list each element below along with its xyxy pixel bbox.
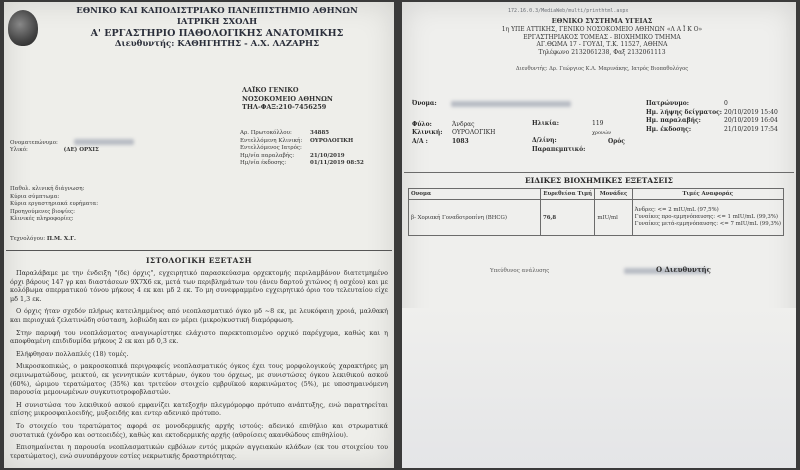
reference-range: Άνδρες: <= 2 mIU/mL (97,5%): [634, 207, 719, 213]
admission-key: Αρ. Πρωτοκόλλου:: [240, 130, 292, 136]
serum-label-box: [608, 114, 625, 147]
serum-label: Ορός: [608, 138, 625, 145]
report-paragraph: Μικροσκοπικώς, ο μακροσκοπικά περιγραφείς νεοπλασματικός όγκος έχει τους μορφολογικούς χαρακτήρες μη σεμινωματώδους, μεικτού, εκ γεννητικών κυττάρων, όγκου του όρχεως, με συνιστώσες όγκου λεκιθικού ασκού (60%), ώριμου τερατώματος (35%) και τριτεύον στοιχείο εμβρυϊκού καρκινώματος (5%), με υποσημαινόμενη παρουσία μεμονωμένων συγκυτιοτροφοβλαστών.: [10, 362, 388, 397]
results-table: [408, 188, 784, 236]
report-paragraph: Παραλάβαμε με την ένδειξη "(δε) όρχις", εγχειρητικό παρασκεύασμα ορχεκτομής περιλαμβάνον διατετμημένο όρχι βάρους 147 γρ και διαστάσεων 9Χ7Χ6 εκ, μετά των περιβλημάτων του (άνευ δαρτού χιτώνος ή οσχέου) και με κολόβωμα σπερματικού τόνου μήκους 4 εκ και μδ 2 εκ. Το μη συνεφραμμένο εγχειρητικό όριο του τελευταίου είχε μδ 1,3 εκ.: [10, 269, 388, 303]
patronym-value: 0: [724, 100, 728, 107]
clinic-value: ΟΥΡΟΛΟΓΙΚΗ: [452, 129, 496, 137]
report-paragraph: Στην παρυφή του νεοπλάσματος αναγνωρίστηκε ελάχιστο παρεκτοπισμένο ορχικό παρέγχυμα, καθώς και η αποφθαμένη επιδιδυμίδα μήκους 2 εκ και μδ 0,3 εκ.: [10, 328, 388, 346]
aa-value: 1083: [452, 137, 469, 145]
clinical-value: Π.Μ. Χ.Γ.: [46, 235, 76, 242]
test-value: 76,8: [541, 200, 595, 236]
patient-info: [10, 139, 210, 155]
reference-range: Γυναίκες μετά-εμμηνόπαυσης: <= 7 mIU/mL (99,3%): [634, 221, 781, 227]
header-line: ΕΡΓΑΣΤΗΡΙΑΚΟΣ ΤΟΜΕΑΣ - ΒΙΟΧΗΜΙΚΟ ΤΜΗΜΑ: [523, 33, 681, 41]
col-header: Τιμές Αναφοράς: [632, 189, 783, 200]
report-paragraph: Η συνιστώσα του λεκιθικού ασκού εμφανίζει κατεξοχήν πλεγμόμορφο πρότυπο ανάπτυξης, ενώ παρατηρείται επίσης μικροσφαιλοειδής, μυξοειδής και εντερ αδενικό πρότυπο.: [10, 400, 388, 418]
sex-label: Φύλο:: [412, 120, 432, 128]
aa-label: Α/Α :: [412, 137, 428, 145]
test-name: β- Χοριακή Γοναδοτροπίνη (BHCG): [409, 200, 541, 236]
clinical-key: Κύρια σύμπτωμα:: [10, 193, 60, 200]
reference-ranges: [632, 200, 783, 236]
admission-key: Εντελλόμενη Κλινική:: [240, 137, 303, 144]
received-date-value: 20/10/2019 16:04: [724, 117, 778, 125]
admission-row: [240, 130, 390, 138]
reference-range: Γυναίκες προ-εμμηνόπαυσης: <= 1 mIU/mL (99,3%): [634, 214, 779, 220]
hospital-block: [242, 86, 392, 112]
pathology-report: [4, 2, 394, 468]
age-label: Ηλικία:: [532, 120, 560, 127]
header-line: ΑΓ.ΘΩΜΑ 17 - ΓΟΥΔΙ, Τ.Κ. 11527, ΑΘΗΝΑ: [536, 41, 668, 49]
header-line: ΕΘΝΙΚΟ ΚΑΙ ΚΑΠΟΔΙΣΤΡΙΑΚΟ ΠΑΝΕΠΙΣΤΗΜΙΟ ΑΘΗΝΩΝ: [76, 6, 358, 16]
report-paragraph: Ο όρχις ήταν σχεδόν πλήρως κατειλημμένος από νεοπλασματικό όγκο μδ ~8 εκ, με λευκόφαιη χροιά, μαλθακή και περιοχικά ζελατινώδη σύσταση, λοβιώδη και εν μέρει (μικρο)κυστική διαμόρφωση.: [10, 307, 388, 324]
clinical-key: Κλινικές πληροφορίες:: [10, 216, 74, 223]
age-value: 119: [592, 120, 604, 127]
admission-value: 01/11/2019 08:52: [310, 160, 364, 167]
patronym-label: Πατρώνυμο:: [646, 100, 689, 107]
admission-value: 34885: [310, 130, 330, 136]
header-line: ΙΑΤΡΙΚΗ ΣΧΟΛΗ: [176, 17, 258, 27]
col-header: Ονομα: [409, 189, 541, 200]
issue-date-value: 21/10/2019 17:54: [724, 125, 778, 133]
organ-value: (ΔΕ) ΟΡΧΙΣ: [63, 147, 99, 154]
redacted-name: [451, 101, 571, 107]
biochemistry-report: [402, 2, 796, 468]
admission-key: Ημ/νία παραλαβής:: [240, 152, 295, 159]
col-header: Ευρεθείσα Τιμή: [541, 189, 595, 200]
divider: [404, 172, 794, 173]
divider: [6, 250, 392, 251]
responsible-label: Υπεύθυνος ανάλυσης: [490, 268, 550, 274]
hospital-line: ΛΑΪΚΟ ΓΕΝΙΚΟ: [242, 86, 299, 94]
header-line: Τηλέφωνο 2132061238, Φαξ 2132061113: [538, 49, 666, 57]
page-url: 172.16.0.3/MediaWeb/multi/printhtml.aspx: [508, 8, 629, 14]
received-date-label: Ημ. παραλαβής:: [646, 117, 701, 125]
header-line: ΕΘΝΙΚΟ ΣΥΣΤΗΜΑ ΥΓΕΙΑΣ: [551, 17, 653, 25]
header-line: 1η ΥΠΕ ΑΤΤΙΚΗΣ, ΓΕΝΙΚΟ ΝΟΣΟΚΟΜΕΙΟ ΑΘΗΝΩΝ «Λ Α Ϊ Κ Ο»: [501, 25, 703, 33]
university-crest-icon: [8, 10, 38, 46]
report-paragraph: Επισημαίνεται η παρουσία νεοπλασματικών εμβόλων εντός μικρών αγγειακών κλάδων (εκ του στοιχείου του τερατώματος), ενώ συνυπάρχουν εστίες νεκρωτικής δραστηριότητας.: [10, 443, 388, 460]
clinical-info: [10, 186, 230, 244]
admission-key: Ημ/νία έκδοσης:: [240, 160, 287, 167]
section-title: ΕΙΔΙΚΕΣ ΒΙΟΧΗΜΙΚΕΣ ΕΞΕΤΑΣΕΙΣ: [525, 176, 673, 185]
report-paragraph: Ελήφθησαν πολλαπλές (18) τομές.: [16, 349, 129, 358]
col-header: Μονάδες: [595, 189, 632, 200]
test-unit: mIU/ml: [595, 200, 632, 236]
redacted-name: [74, 139, 134, 145]
patient-col-right: [646, 100, 794, 134]
table-header-row: [409, 189, 784, 200]
sample-date-value: 20/10/2019 15:40: [724, 108, 778, 116]
table-row: [409, 200, 784, 236]
clinical-key: Προηγούμενες βιοψίες:: [10, 208, 75, 215]
report-paragraph: Το στοιχείο του τερατώματος αφορά σε μονοδερμικής αρχής ιστούς: αδενικό επιθήλιο και στρωματικά συστατικά (χόνδρο και οστεοειδές), καθώς και εκτοδερμικής αρχής (αθροίσεις ακανθώδους επιθηλίου).: [10, 421, 388, 439]
age-unit: χρονών: [592, 129, 612, 136]
admission-info: [240, 130, 390, 168]
name-label: Όνομα:: [412, 100, 437, 107]
clinical-key: Παθολ. κλινική διάγνωση:: [10, 186, 85, 192]
director-line: Διευθυντής: Δρ. Γεώργιος Κ.Λ. Μαρινάκης, Ιατρός Βιοπαθολόγος: [515, 65, 689, 72]
admission-row: [240, 160, 390, 168]
header-line: Α' ΕΡΓΑΣΤΗΡΙΟ ΠΑΘΟΛΟΓΙΚΗΣ ΑΝΑΤΟΜΙΚΗΣ: [90, 28, 344, 39]
clinic-label: Κλινική:: [412, 129, 443, 137]
referral-label: Παραπεμπτικό:: [532, 145, 586, 153]
admission-key: Εντελλόμενος Ιατρός:: [240, 145, 302, 152]
pathology-header: [42, 6, 392, 50]
issue-date-label: Ημ. έκδοσης:: [646, 125, 692, 133]
sample-date-label: Ημ. λήψης δείγματος:: [646, 108, 722, 116]
director-label: Ο Διευθυντής: [656, 265, 711, 274]
admission-value: 21/10/2019: [310, 152, 345, 159]
clinical-key: Τεχνολόγου:: [10, 235, 46, 242]
patient-col-mid: [532, 120, 611, 154]
organ-label: Υλικό:: [10, 147, 28, 154]
report-body: [10, 269, 388, 464]
sex-value: Άνδρας: [452, 120, 475, 128]
clinical-key: Κύρια εργαστηριακά ευρήματα:: [10, 201, 99, 208]
header-line: Διευθυντής: ΚΑΘΗΓΗΤΗΣ - Α.Χ. ΛΑΖΑΡΗΣ: [114, 39, 320, 49]
page-blank-area: [402, 308, 796, 468]
hospital-line: ΝΟΣΟΚΟΜΕΙΟ ΑΘΗΝΩΝ: [242, 94, 333, 103]
report-title: ΙΣΤΟΛΟΓΙΚΗ ΕΞΕΤΑΣΗ: [145, 256, 253, 265]
admission-value: ΟΥΡΟΛΟΓΙΚΗ: [310, 137, 354, 144]
hospital-line: ΤΗΛ-ΦΑΞ:210-7456259: [242, 103, 327, 111]
bed-label: Δ/λίνη:: [532, 137, 557, 145]
admission-row: [240, 145, 390, 153]
lab-header: [462, 18, 742, 74]
patient-name-label: Ονοματεπώνυμο:: [10, 139, 58, 146]
